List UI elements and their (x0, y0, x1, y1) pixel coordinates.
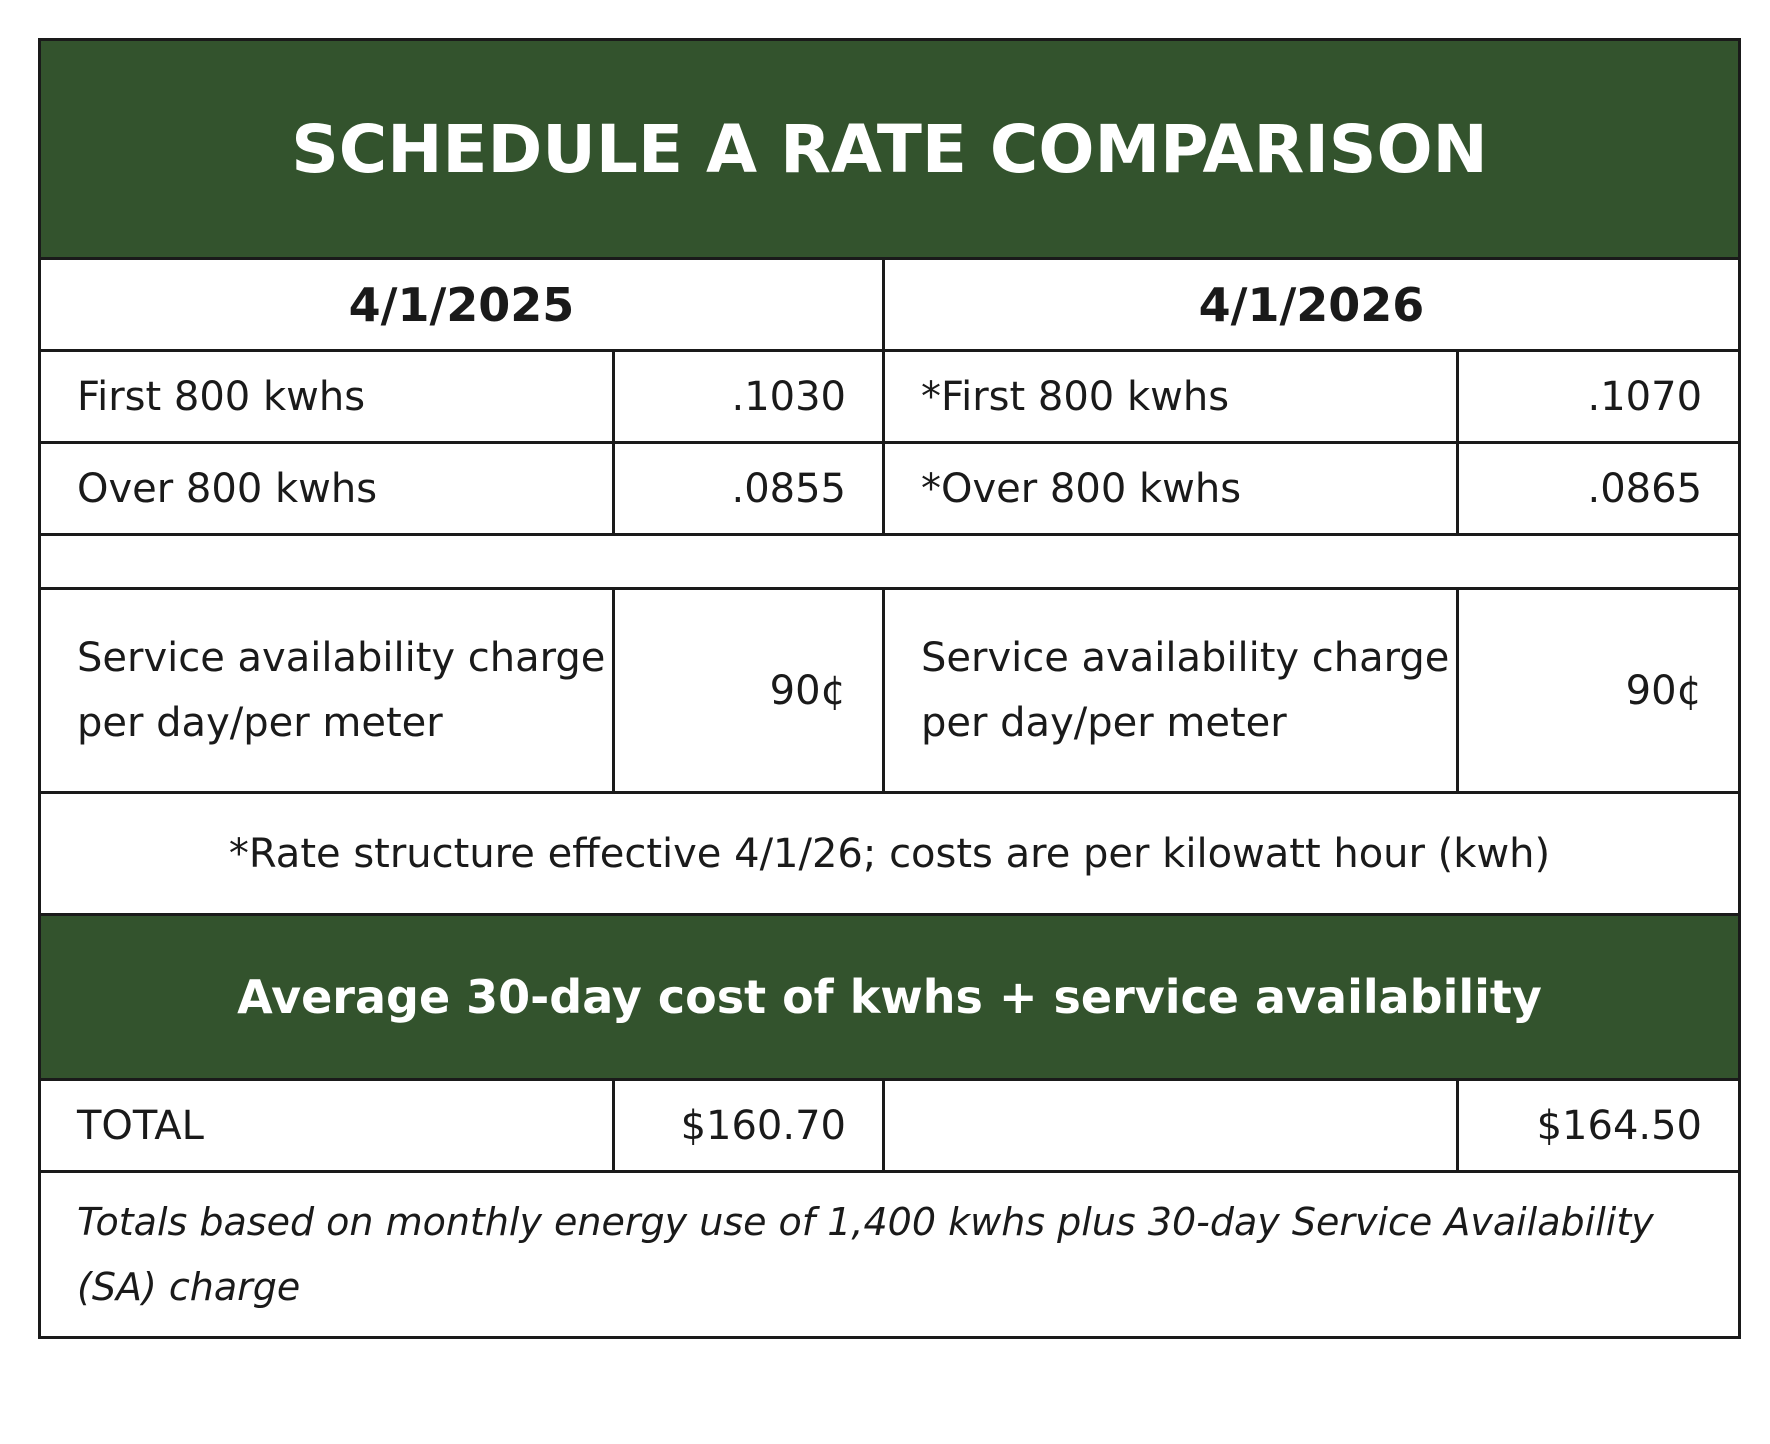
service-label-current: Service availability charge per day/per meter (40, 589, 614, 793)
first-800-label-future: *First 800 kwhs (884, 351, 1458, 443)
service-value-current: 90¢ (614, 589, 884, 793)
service-label-future: Service availability charge per day/per meter (884, 589, 1458, 793)
first-800-value-current: .1030 (614, 351, 884, 443)
spacer-row (40, 535, 1740, 589)
footnote-row (40, 1172, 1740, 1338)
over-800-label-current: Over 800 kwhs (40, 443, 614, 535)
average-heading-row (40, 915, 1740, 1080)
note-row (40, 793, 1740, 915)
first-800-row (40, 351, 1740, 443)
table-title: SCHEDULE A RATE COMPARISON (40, 40, 1740, 259)
over-800-row (40, 443, 1740, 535)
spacer-cell (40, 535, 1740, 589)
over-800-label-future: *Over 800 kwhs (884, 443, 1458, 535)
date-future: 4/1/2026 (884, 259, 1740, 351)
rate-note: *Rate structure effective 4/1/26; costs are per kilowatt hour (kwh) (40, 793, 1740, 915)
totals-footnote: Totals based on monthly energy use of 1,400 kwhs plus 30-day Service Availability (SA) charge (40, 1172, 1740, 1338)
first-800-label-current: First 800 kwhs (40, 351, 614, 443)
total-label-current: TOTAL (40, 1080, 614, 1172)
date-row (40, 259, 1740, 351)
over-800-value-current: .0855 (614, 443, 884, 535)
over-800-value-future: .0865 (1458, 443, 1740, 535)
rate-comparison-table (38, 38, 1741, 1339)
date-current: 4/1/2025 (40, 259, 884, 351)
service-row (40, 589, 1740, 793)
total-value-current: $160.70 (614, 1080, 884, 1172)
total-value-future: $164.50 (1458, 1080, 1740, 1172)
service-value-future: 90¢ (1458, 589, 1740, 793)
first-800-value-future: .1070 (1458, 351, 1740, 443)
total-row (40, 1080, 1740, 1172)
average-heading: Average 30-day cost of kwhs + service availability (40, 915, 1740, 1080)
total-label-future (884, 1080, 1458, 1172)
title-row (40, 40, 1740, 259)
